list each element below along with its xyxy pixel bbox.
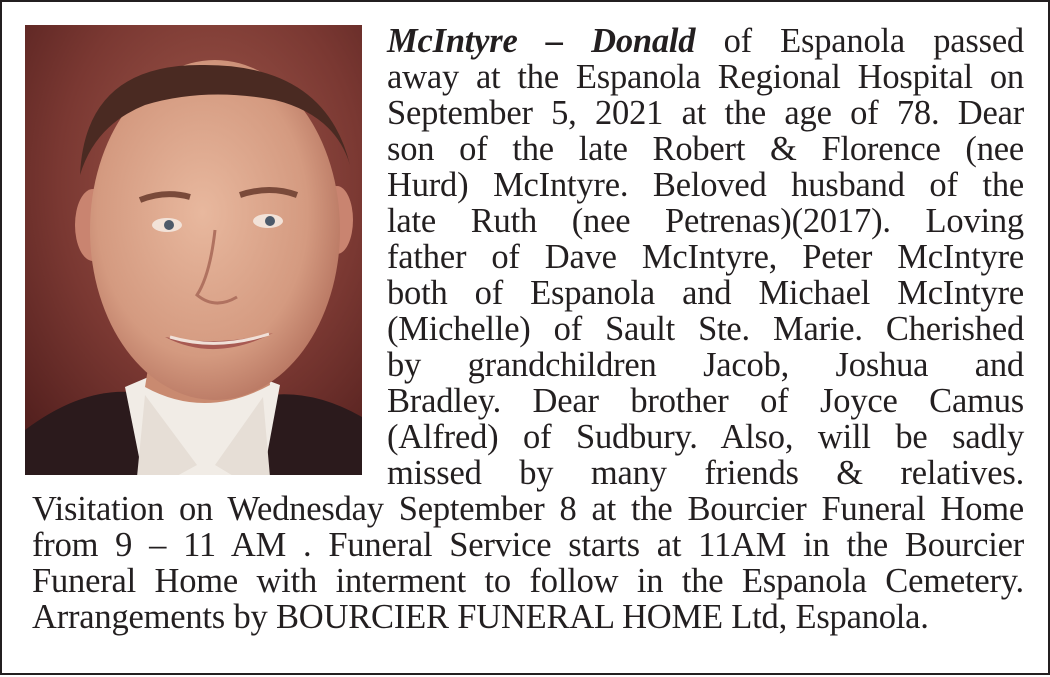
deceased-name: McIntyre – Donald xyxy=(387,22,696,60)
text-line-2: away at the Espanola Regional Hospital on xyxy=(387,58,1024,96)
text-line-13: missed by many friends & relatives. xyxy=(387,454,1024,492)
text-line-15: from 9 – 11 AM . Funeral Service starts at 11AM in the Bourcier xyxy=(32,526,1024,564)
text-line-17: Arrangements by BOURCIER FUNERAL HOME Ltd, Espanola. xyxy=(32,598,929,636)
text-line-8: both of Espanola and Michael McIntyre xyxy=(387,274,1024,312)
text-line-1: McIntyre – Donald of Espanola passed xyxy=(387,22,1024,60)
text-line-6: late Ruth (nee Petrenas)(2017). Loving xyxy=(387,202,1024,240)
text-line-14: Visitation on Wednesday September 8 at the Bourcier Funeral Home xyxy=(32,490,1024,528)
text-line-9: (Michelle) of Sault Ste. Marie. Cherished xyxy=(387,310,1024,348)
text-line-4: son of the late Robert & Florence (nee xyxy=(387,130,1024,168)
text-line-5: Hurd) McIntyre. Beloved husband of the xyxy=(387,166,1024,204)
text-line-11: Bradley. Dear brother of Joyce Camus xyxy=(387,382,1024,420)
text-line-10: by grandchildren Jacob, Joshua and xyxy=(387,346,1024,384)
text-line-3: September 5, 2021 at the age of 78. Dear xyxy=(387,94,1024,132)
text-line-12: (Alfred) of Sudbury. Also, will be sadly xyxy=(387,418,1024,456)
obituary-text xyxy=(2,2,1050,677)
text-line-16: Funeral Home with interment to follow in the Espanola Cemetery. xyxy=(32,562,1024,600)
text-line-7: father of Dave McIntyre, Peter McIntyre xyxy=(387,238,1024,276)
